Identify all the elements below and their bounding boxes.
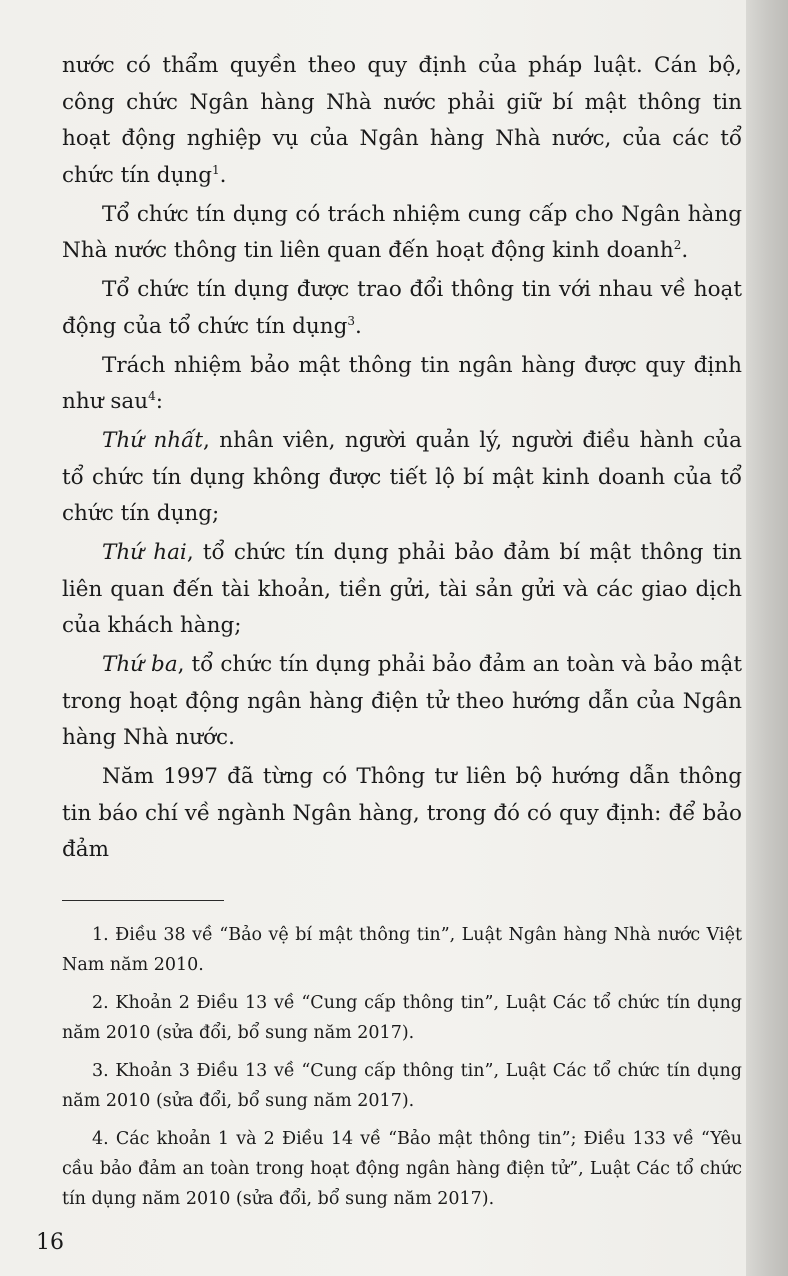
page-edge-shadow [746, 0, 788, 1276]
footnote-ref-2: 2 [673, 237, 682, 252]
footnotes [62, 920, 742, 1222]
ordinal-label: Thứ hai [102, 540, 187, 565]
footnote-2: 2. Khoản 2 Điều 13 về “Cung cấp thông tin”, Luật Các tổ chức tín dụng năm 2010 (sửa đổi, bổ sung năm 2017). [62, 993, 742, 1043]
footnote-divider [62, 900, 224, 901]
ordinal-label: Thứ ba [102, 652, 178, 677]
text-run: : [155, 389, 163, 414]
text-run: Tổ chức tín dụng có trách nhiệm cung cấp cho Ngân hàng Nhà nước thông tin liên quan đến hoạt động kinh doanh [62, 201, 742, 263]
footnote-ref-1: 1 [212, 162, 220, 177]
paragraph-7 [62, 647, 742, 757]
page-number: 16 [36, 1230, 64, 1255]
paragraph-5 [62, 423, 742, 533]
text-run: Năm 1997 đã từng có Thông tư liên bộ hướng dẫn thông tin báo chí về ngành Ngân hàng, trong đó có quy định: để bảo đảm [62, 764, 742, 862]
text-run: Tổ chức tín dụng được trao đổi thông tin với nhau về hoạt động của tổ chức tín dụng [62, 277, 742, 339]
body-text [62, 48, 742, 871]
text-run: nước có thẩm quyền theo quy định của pháp luật. Cán bộ, công chức Ngân hàng Nhà nước phải giữ bí mật thông tin hoạt động nghiệp vụ của Ngân hàng Nhà nước, của các tổ chức tín dụng [62, 53, 742, 188]
text-run: . [219, 162, 227, 188]
paragraph-3 [62, 272, 742, 345]
paragraph-2 [62, 197, 742, 270]
paragraph-6 [62, 535, 742, 645]
paragraph-4 [62, 348, 742, 421]
footnote-ref-4: 4 [148, 388, 156, 403]
text-run: Trách nhiệm bảo mật thông tin ngân hàng được quy định như sau [62, 352, 742, 414]
text-run: , tổ chức tín dụng phải bảo đảm bí mật thông tin liên quan đến tài khoản, tiền gửi, tài sản gửi và các giao dịch của khách hàng; [62, 540, 742, 638]
text-run: . [681, 238, 689, 263]
text-run: , tổ chức tín dụng phải bảo đảm an toàn và bảo mật trong hoạt động ngân hàng điện tử theo hướng dẫn của Ngân hàng Nhà nước. [62, 652, 743, 750]
paragraph-1 [62, 48, 742, 194]
text-run: , nhân viên, người quản lý, người điều hành của tổ chức tín dụng không được tiết lộ bí mật kinh doanh của tổ chức tín dụng; [62, 428, 742, 526]
paragraph-8 [62, 759, 742, 869]
text-run: . [355, 313, 362, 339]
footnote-4: 4. Các khoản 1 và 2 Điều 14 về “Bảo mật thông tin”; Điều 133 về “Yêu cầu bảo đảm an toàn trong hoạt động ngân hàng điện tử”, Luật Các tổ chức tín dụng năm 2010 (sửa đổi, bổ sung năm 2017). [62, 1129, 742, 1209]
footnote-3: 3. Khoản 3 Điều 13 về “Cung cấp thông tin”, Luật Các tổ chức tín dụng năm 2010 (sửa đổi, bổ sung năm 2017). [62, 1061, 742, 1111]
footnote-ref-3: 3 [347, 313, 355, 328]
ordinal-label: Thứ nhất [102, 428, 203, 453]
footnote-1: 1. Điều 38 về “Bảo vệ bí mật thông tin”, Luật Ngân hàng Nhà nước Việt Nam năm 2010. [62, 925, 742, 975]
